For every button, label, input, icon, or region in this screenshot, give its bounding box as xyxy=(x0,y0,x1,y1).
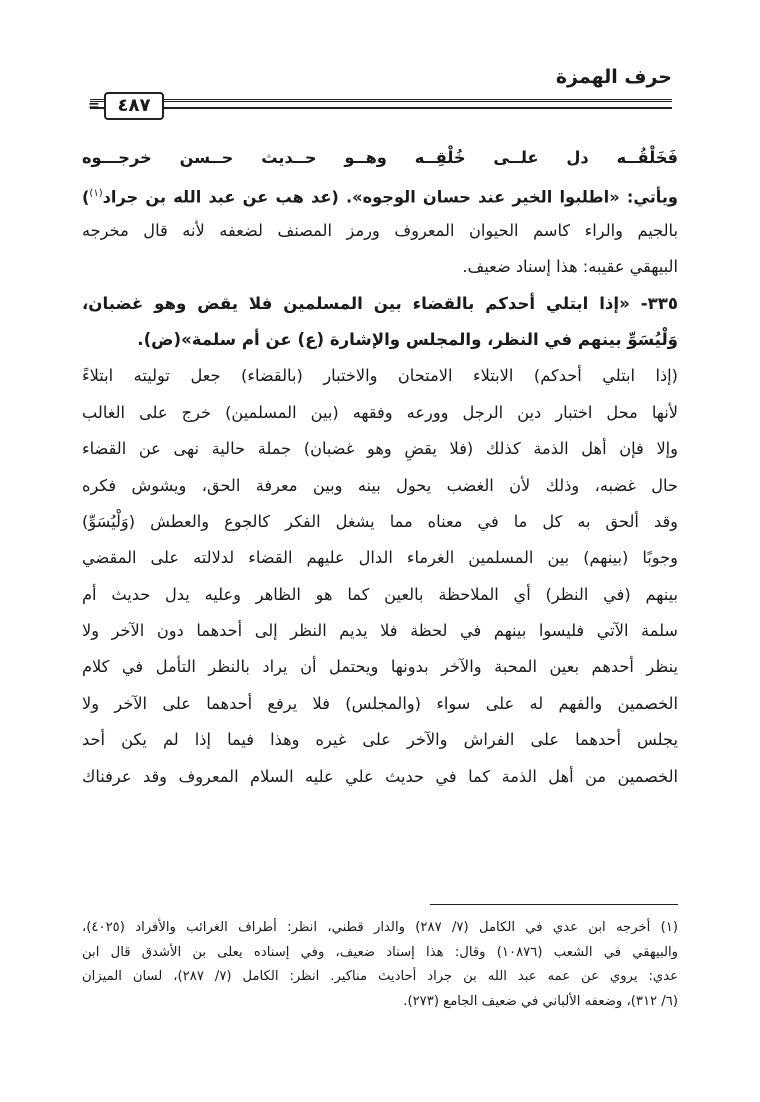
footnote-1-line-1: (١) أخرجه ابن عدي في الكامل (٧/ ٢٨٧) والدار قطني، انظر: أطراف الغرائب والأفراد (٤٠٢٥)، xyxy=(82,920,678,935)
text-line-16: الخصمين والفهم له على سواء (والمجلس) فلا يرفع أحدهما على الآخر ولا xyxy=(82,693,678,713)
running-header-title: حرف الهمزة xyxy=(555,66,672,88)
page-number: ٤٨٧ xyxy=(104,92,164,120)
text-line-2-main: ويأتي: «اطلبوا الخير عند حسان الوجوه». (عد هب عن عبد الله بن جراد xyxy=(102,187,678,207)
text-line-2-close: ) xyxy=(82,187,90,207)
footnote-1-line-4: (٦/ ٣١٢)، وضعفه الألباني في ضعيف الجامع (٢٧٣). xyxy=(403,993,678,1009)
text-line-3: بالجيم والراء كاسم الحيوان المعروف ورمز المصنف لضعفه لأنه قال مخرجه xyxy=(82,220,678,240)
text-line-14: سلمة الآتي فليسوا بينهم في لحظة فلا يديم النظر إلى أحدهما دون الآخر ولا xyxy=(82,621,678,641)
main-text xyxy=(82,140,678,795)
hadith-heading-line-2: وَلْيُسَوِّ بينهم في النظر، والمجلس والإشارة (ع) عن أم سلمة»(ض). xyxy=(137,329,678,349)
header-rule xyxy=(90,99,672,109)
text-line-11: وقد ألحق به كل ما في معناه مما يشغل الفكر كالجوع والعطش (وَلْيُسَوِّ) xyxy=(82,511,678,531)
footnote-1-line-3: عدي: يروي عن عمه عبد الله بن جراد أحاديث مناكير. انظر: الكامل (٧/ ٢٨٧)، لسان الميزان xyxy=(82,969,678,984)
text-line-4: البيهقي عقيبه: هذا إسناد ضعيف. xyxy=(462,257,678,277)
text-line-15: ينظر أحدهم بعين المحبة والآخر بدونها ويحتمل أن يراد بالنظر التأمل في كلام xyxy=(82,657,678,677)
text-line-9: وإلا فإن أهل الذمة كذلك (فلا يقضِ وهو غضبان) جملة حالية نهى عن القضاء xyxy=(82,439,678,459)
hadith-heading-line-1: ٣٣٥- «إذا ابتلي أحدكم بالقضاء بين المسلمين فلا يقض وهو غضبان، xyxy=(82,293,678,313)
text-line-8: لأنها محل اختبار دين الرجل وورعه وفقهه (بين المسلمين) خرج على الغالب xyxy=(82,402,678,422)
text-line-18: الخصمين من أهل الذمة كما في حديث علي عليه السلام المعروف وقد عرفناك xyxy=(82,766,678,786)
footnote-separator xyxy=(430,904,678,905)
page-marks: = xyxy=(88,98,100,114)
text-line-2 xyxy=(82,176,678,212)
text-line-10: حال غضبه، وذلك لأن الغضب يحول بينه وبين معرفة الحق، ويشوش فكره xyxy=(82,475,678,495)
footnote-ref-1: (١) xyxy=(89,188,103,200)
text-line-12: وجوبًا (بينهم) بين المسلمين الغرماء الدال عليهم القضاء لدلالته على المقضي xyxy=(82,548,678,568)
text-line-7: (إذا ابتلي أحدكم) الابتلاء الامتحان والاختبار (بالقضاء) جعل توليته ابتلاءً xyxy=(82,366,678,386)
footnote-1-line-2: والبيهقي في الشعب (١٠٨٧٦) وقال: هذا إسناد ضعيف، وفي إسناده يعلى بن الأشدق قال ابن xyxy=(82,944,678,960)
text-line-13: بينهم (في النظر) أي الملاحظة بالعين كما هو الظاهر وعليه يدل حديث أم xyxy=(82,584,678,604)
footnotes xyxy=(82,916,678,1014)
text-line-1: فَخَلْقُــه دل علــى خُلْقِــه وهــو حــديث حــسن خرجـــوه xyxy=(82,148,678,167)
text-line-17: يجلس أحدهما على الفراش والآخر على غيره وهذا فيما إذا لم يكن أحد xyxy=(82,730,678,750)
